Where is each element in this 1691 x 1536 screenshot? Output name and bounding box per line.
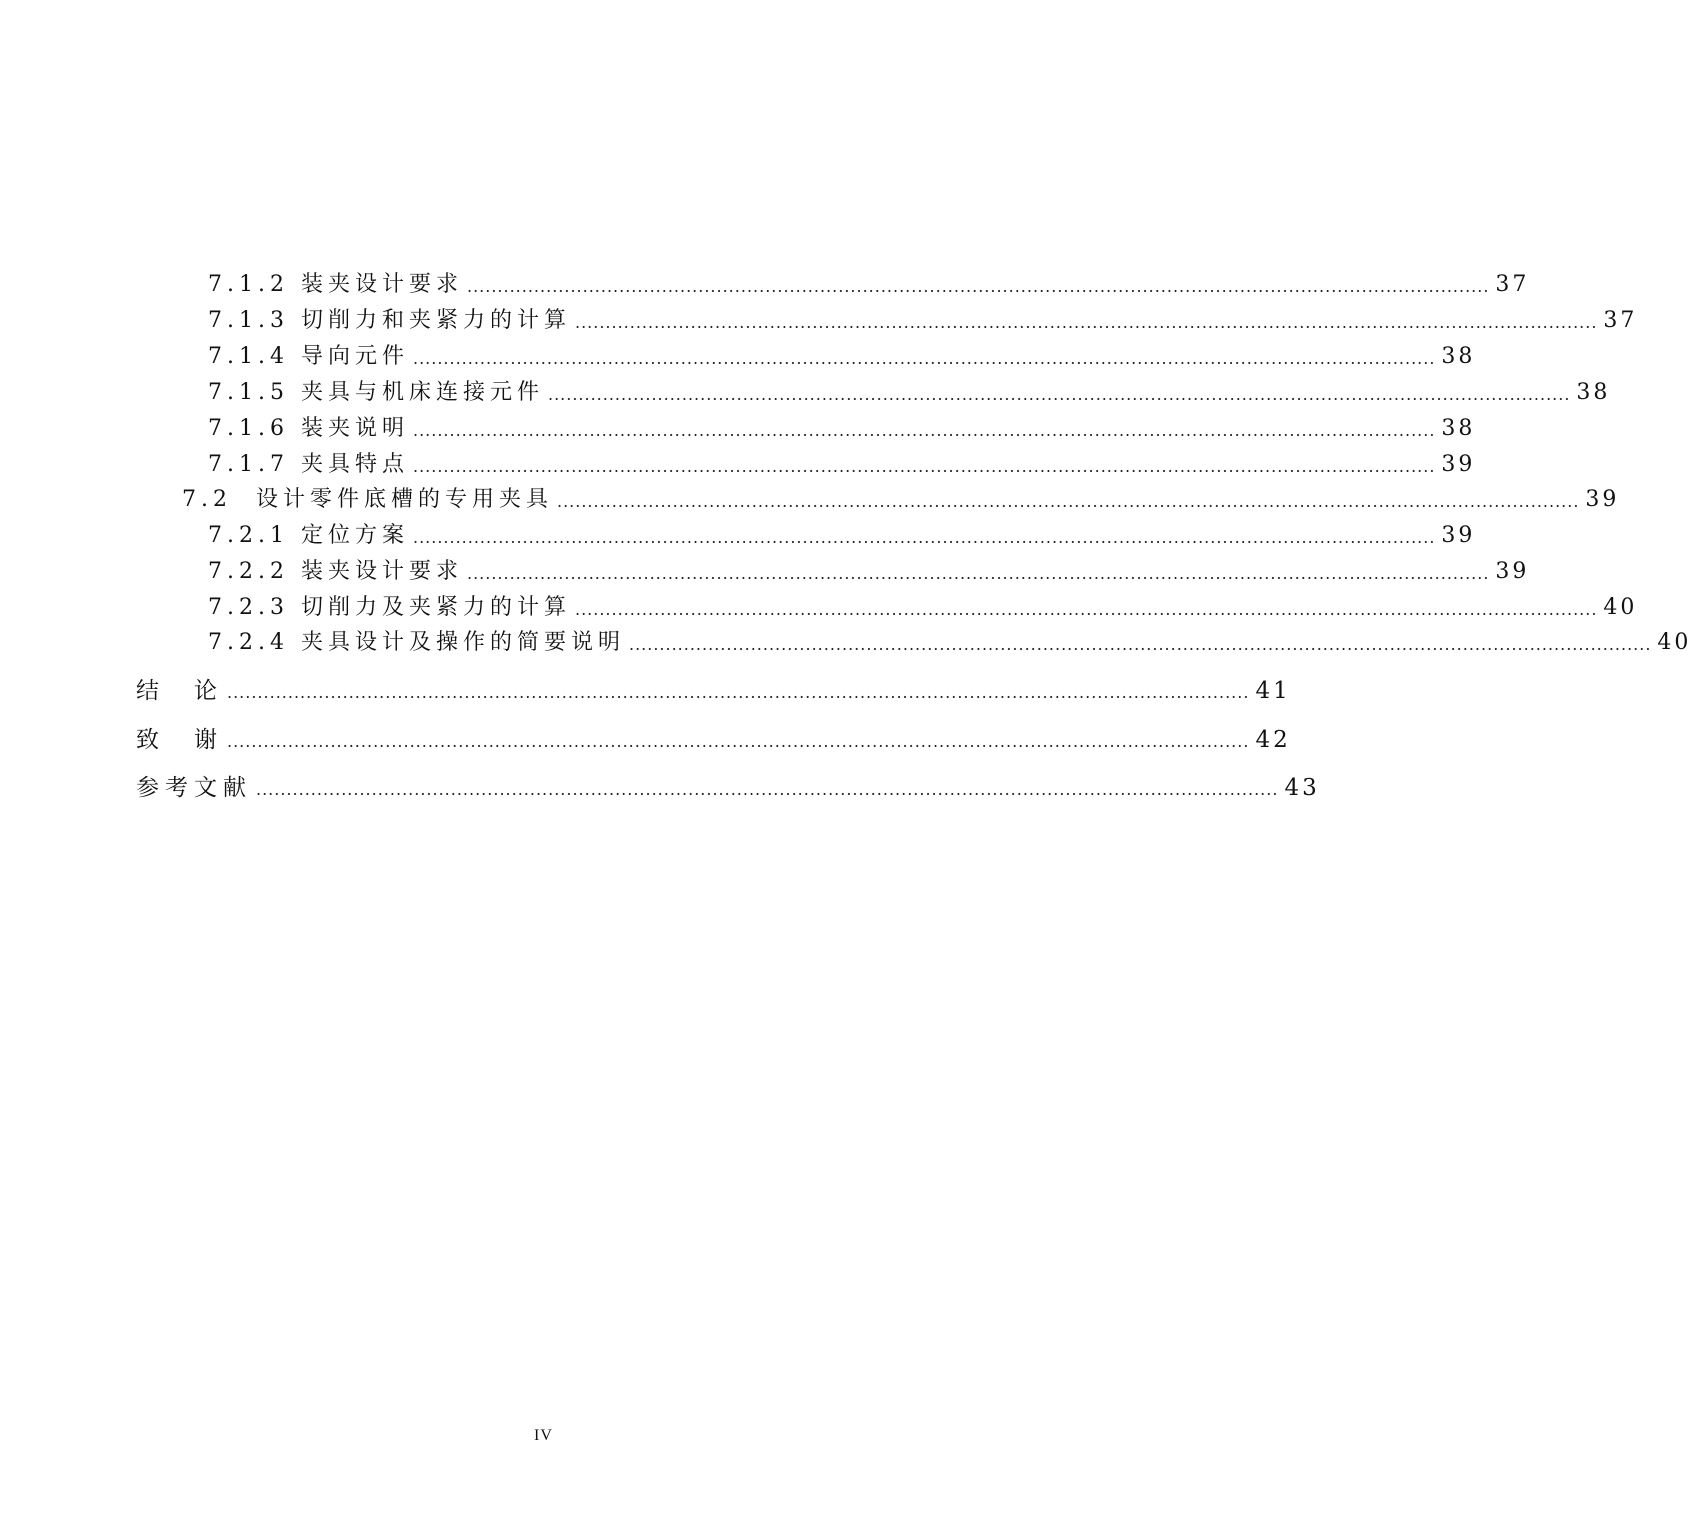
dot-leader: ........................................................................................................................................................................ [412,421,1436,440]
toc-entry-label: 7.2.2 装夹设计要求 [208,559,463,584]
toc-entry-7-2-2[interactable] [208,557,1530,587]
dot-leader: ........................................................................................................................................................................ [574,600,1598,619]
dot-leader: ........................................................................................................................................................................ [556,492,1580,511]
toc-entry-7-1-3[interactable] [208,306,1638,336]
toc-entry-page: 38 [1441,344,1476,369]
toc-entry-page: 43 [1284,775,1320,801]
toc-entry-label: 7.2.1 定位方案 [208,523,409,548]
toc-entry-page: 39 [1441,452,1476,477]
toc-entry-label: 7.1.3 切削力和夹紧力的计算 [208,308,571,333]
toc-entry-page: 38 [1576,380,1611,405]
toc-entry-page: 39 [1585,487,1620,512]
toc-entry-7-1-4[interactable] [208,342,1476,372]
dot-leader: ........................................................................................................................................................................ [227,732,1250,751]
toc-entry-label: 7.1.5 夹具与机床连接元件 [208,380,544,405]
toc-entry-7-1-7[interactable] [208,450,1476,480]
dot-leader: ........................................................................................................................................................................ [256,780,1279,799]
toc-entry-references[interactable] [136,773,1320,803]
toc-entry-7-1-5[interactable] [208,378,1611,408]
toc-entry-page: 37 [1495,272,1530,297]
toc-entry-acknowledgements[interactable] [136,725,1291,755]
toc-entry-label: 致 谢 [136,727,223,753]
toc-entry-label: 7.2.3 切削力及夹紧力的计算 [208,595,571,620]
toc-entry-page: 40 [1603,595,1638,620]
toc-entry-7-1-2[interactable] [208,270,1530,300]
toc-entry-conclusion[interactable] [136,676,1291,706]
toc-entry-7-2-3[interactable] [208,593,1638,623]
dot-leader: ........................................................................................................................................................................ [466,564,1490,583]
toc-entry-page: 39 [1441,523,1476,548]
dot-leader: ........................................................................................................................................................................ [628,635,1652,654]
toc-entry-page: 37 [1603,308,1638,333]
toc-entry-page: 42 [1255,727,1291,753]
toc-entry-label: 参考文献 [136,775,252,801]
toc-entry-7-2[interactable] [182,485,1620,515]
toc-entry-7-1-6[interactable] [208,414,1476,444]
toc-entry-7-2-1[interactable] [208,521,1476,551]
toc-entry-label: 结 论 [136,678,223,704]
dot-leader: ........................................................................................................................................................................ [412,349,1436,368]
toc-entry-label: 7.1.2 装夹设计要求 [208,272,463,297]
toc-entry-label: 7.1.7 夹具特点 [208,452,409,477]
dot-leader: ........................................................................................................................................................................ [412,528,1436,547]
toc-entry-page: 40 [1657,630,1691,655]
dot-leader: ........................................................................................................................................................................ [412,457,1436,476]
dot-leader: ........................................................................................................................................................................ [547,385,1571,404]
toc-entry-label: 7.2 设计零件底槽的专用夹具 [182,487,553,512]
dot-leader: ........................................................................................................................................................................ [466,277,1490,296]
toc-entry-page: 41 [1255,678,1291,704]
toc-entry-7-2-4[interactable] [208,628,1691,658]
toc-entry-label: 7.2.4 夹具设计及操作的简要说明 [208,630,625,655]
toc-entry-page: 38 [1441,416,1476,441]
toc-entry-label: 7.1.6 装夹说明 [208,416,409,441]
dot-leader: ........................................................................................................................................................................ [227,683,1250,702]
toc-entry-label: 7.1.4 导向元件 [208,344,409,369]
dot-leader: ........................................................................................................................................................................ [574,313,1598,332]
page-number: IV [534,1427,553,1444]
toc-entry-page: 39 [1495,559,1530,584]
